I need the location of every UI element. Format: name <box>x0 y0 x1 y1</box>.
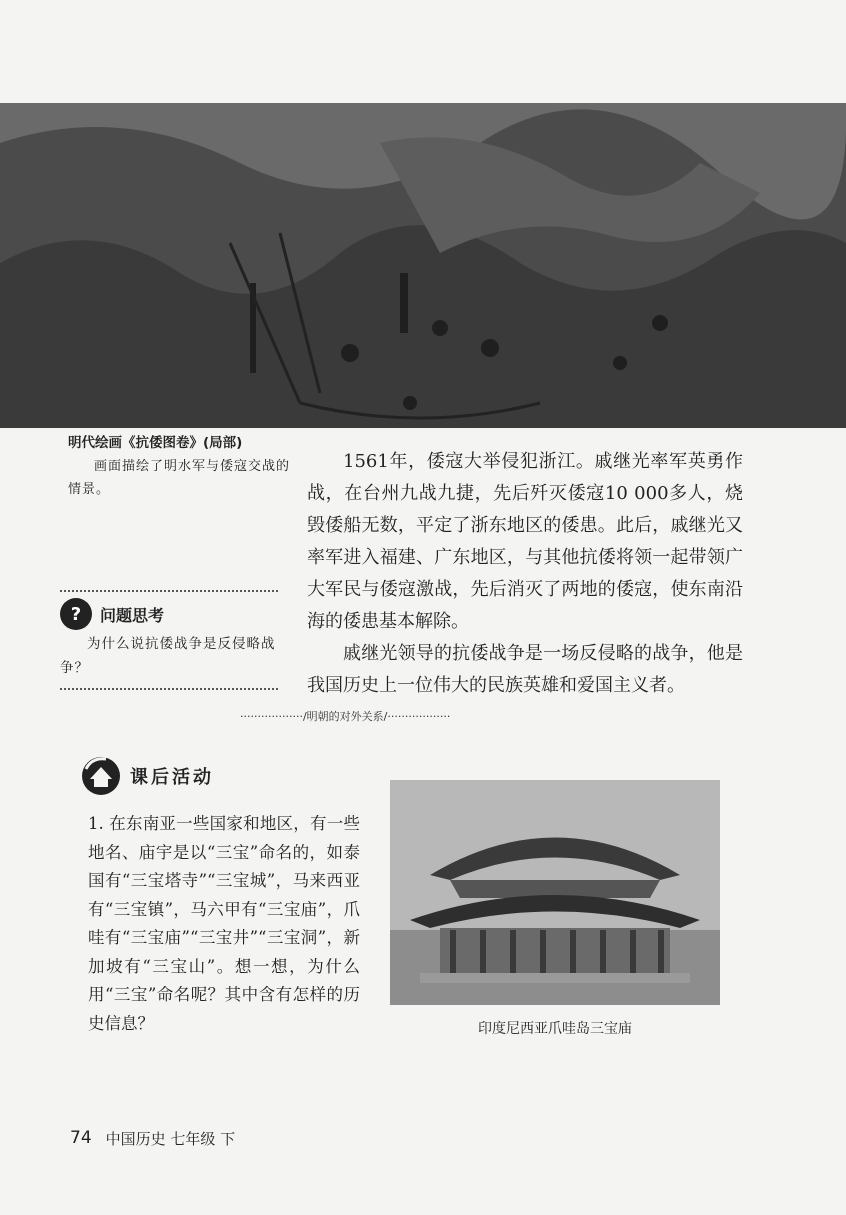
anti-wokou-painting <box>0 103 846 428</box>
think-question: 为什么说抗倭战争是反侵略战争？ <box>60 636 276 676</box>
photo-caption: 印度尼西亚爪哇岛三宝庙 <box>478 1021 632 1037</box>
house-badge-icon <box>80 755 122 797</box>
page-footer <box>70 1128 235 1149</box>
painting-title: 明代绘画《抗倭图卷》(局部) <box>68 435 243 451</box>
painting-description: 画面描绘了明水军与倭寇交战的情景。 <box>68 459 291 497</box>
book-title: 中国历史 七年级 下 <box>105 1130 236 1148</box>
activity-title: 课后活动 <box>130 767 214 788</box>
main-text <box>307 446 743 702</box>
paragraph-2: 戚继光领导的抗倭战争是一场反侵略的战争，他是我国历史上一位伟大的民族英雄和爱国主义者。 <box>307 643 743 696</box>
section-divider <box>240 708 580 724</box>
think-title: 问题思考 <box>100 605 165 625</box>
painting-caption <box>68 432 298 501</box>
paragraph-1: 1561年，倭寇大举侵犯浙江。戚继光率军英勇作战，在台州九战九捷，先后歼灭倭寇10 000多人，烧毁倭船无数，平定了浙东地区的倭患。此后，戚继光又率军进入福建、广东地区，与其他抗倭将领一起带领广大军民与倭寇激战，先后消灭了两地的倭寇，使东南沿海的倭患基本解除。 <box>307 451 743 632</box>
divider-dotted <box>60 590 278 592</box>
section-title: /明朝的对外关系/ <box>302 710 388 723</box>
activity-heading <box>80 755 214 797</box>
dotted-leader: ·················· <box>387 710 451 723</box>
question-bubble-icon: ? <box>60 598 92 630</box>
think-box <box>60 590 278 690</box>
page-number: 74 <box>70 1128 92 1148</box>
divider-dotted <box>60 688 278 690</box>
sanbao-temple-photo <box>390 780 720 1005</box>
activity-question: 1. 在东南亚一些国家和地区，有一些地名、庙宇是以“三宝”命名的，如泰国有“三宝塔寺”“三宝城”，马来西亚有“三宝镇”，马六甲有“三宝庙”，爪哇有“三宝庙”“三宝井”“三宝洞”，新加坡有“三宝山”。想一想，为什么用“三宝”命名呢？其中含有怎样的历史信息？ <box>88 814 360 1033</box>
dotted-leader: ·················· <box>240 710 303 723</box>
